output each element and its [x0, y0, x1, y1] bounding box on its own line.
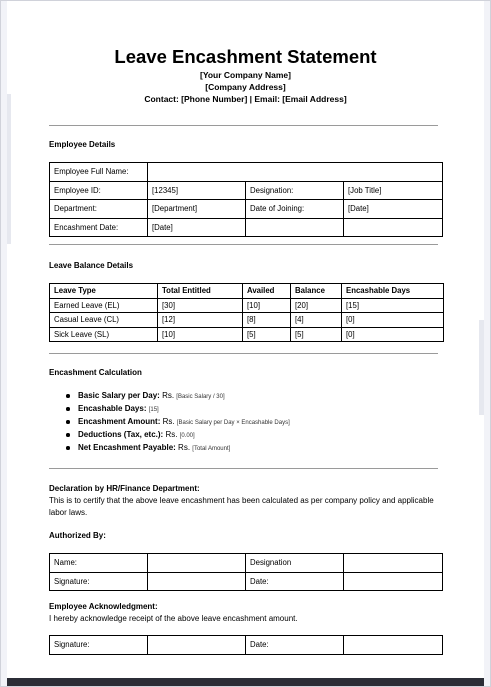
table-cell[interactable]: [15] — [342, 298, 444, 313]
designation-label: Designation: — [246, 181, 344, 200]
date-label: Date: — [246, 636, 344, 655]
table-cell[interactable]: [0] — [342, 313, 444, 328]
designation-label: Designation — [246, 554, 344, 573]
item-currency: Rs. — [178, 443, 191, 452]
contact-line: Contact: [Phone Number] | Email: [Email Address] — [144, 94, 347, 104]
date-field[interactable] — [344, 636, 443, 655]
column-header: Availed — [243, 284, 291, 299]
employee-id-label: Employee ID: — [50, 181, 148, 200]
table-row — [50, 200, 443, 219]
item-label: Deductions (Tax, etc.): — [78, 430, 164, 439]
bullet-icon — [66, 420, 70, 424]
acknowledgment-text: I hereby acknowledge receipt of the above leave encashment amount. — [49, 614, 298, 623]
item-currency: Rs. — [165, 430, 178, 439]
acknowledgment-heading: Employee Acknowledgment: — [49, 602, 158, 611]
authorized-heading: Authorized By: — [49, 531, 106, 540]
table-cell: Earned Leave (EL) — [50, 298, 158, 313]
designation-field[interactable] — [344, 554, 443, 573]
bullet-icon — [66, 407, 70, 411]
item-currency: Rs. — [162, 391, 175, 400]
divider — [49, 125, 438, 126]
joining-date-field[interactable]: [Date] — [344, 200, 443, 219]
department-label: Department: — [50, 200, 148, 219]
signature-label: Signature: — [50, 572, 148, 591]
divider — [49, 468, 438, 469]
empty-cell — [344, 218, 443, 237]
leave-balance-heading: Leave Balance Details — [49, 261, 134, 270]
table-row — [50, 163, 443, 182]
list-item — [66, 416, 290, 429]
department-field[interactable]: [Department] — [148, 200, 246, 219]
table-row — [50, 636, 443, 655]
list-item — [66, 390, 290, 403]
acknowledgment-table — [49, 635, 443, 655]
bullet-icon — [66, 433, 70, 437]
encashment-date-field[interactable]: [Date] — [148, 218, 246, 237]
column-header: Encashable Days — [342, 284, 444, 299]
item-label: Basic Salary per Day: — [78, 391, 160, 400]
table-row — [50, 554, 443, 573]
column-header: Leave Type — [50, 284, 158, 299]
bottom-bar — [7, 678, 484, 687]
encashment-date-label: Encashment Date: — [50, 218, 148, 237]
scroll-mark-left — [7, 94, 11, 244]
authorized-table — [49, 553, 443, 591]
table-row — [50, 218, 443, 237]
item-label: Encashment Amount: — [78, 417, 161, 426]
signature-label: Signature: — [50, 636, 148, 655]
divider — [49, 244, 438, 245]
full-name-field[interactable] — [148, 163, 443, 182]
designation-field[interactable]: [Job Title] — [344, 181, 443, 200]
bullet-icon — [66, 446, 70, 450]
signature-field[interactable] — [148, 572, 246, 591]
table-row — [50, 181, 443, 200]
table-row — [50, 313, 444, 328]
company-address: [Company Address] — [205, 82, 286, 92]
calculation-list — [66, 390, 290, 455]
item-value[interactable]: [Basic Salary / 30] — [176, 394, 225, 400]
scrollbar-thumb[interactable] — [479, 320, 484, 415]
column-header: Total Entitled — [158, 284, 243, 299]
signature-field[interactable] — [148, 636, 246, 655]
leave-balance-table — [49, 283, 444, 342]
table-cell: Casual Leave (CL) — [50, 313, 158, 328]
joining-date-label: Date of Joining: — [246, 200, 344, 219]
table-cell[interactable]: [5] — [291, 327, 342, 342]
item-value[interactable]: [Basic Salary per Day × Encashable Days] — [176, 420, 290, 426]
table-header-row — [50, 284, 444, 299]
table-row — [50, 298, 444, 313]
list-item — [66, 403, 290, 416]
employee-id-field[interactable]: [12345] — [148, 181, 246, 200]
table-cell[interactable]: [30] — [158, 298, 243, 313]
table-cell[interactable]: [10] — [158, 327, 243, 342]
declaration-text: This is to certify that the above leave encashment has been calculated as per company policy and applicable labor laws. — [49, 496, 434, 517]
calculation-heading: Encashment Calculation — [49, 368, 142, 377]
full-name-label: Employee Full Name: — [50, 163, 148, 182]
employee-details-heading: Employee Details — [49, 140, 116, 149]
date-field[interactable] — [344, 572, 443, 591]
list-item — [66, 442, 290, 455]
divider — [49, 353, 438, 354]
item-label: Encashable Days: — [78, 404, 147, 413]
employee-details-table — [49, 162, 443, 237]
table-cell[interactable]: [5] — [243, 327, 291, 342]
date-label: Date: — [246, 572, 344, 591]
item-value[interactable]: [15] — [148, 407, 159, 413]
table-cell[interactable]: [12] — [158, 313, 243, 328]
table-cell[interactable]: [20] — [291, 298, 342, 313]
document-title: Leave Encashment Statement — [114, 46, 377, 67]
table-cell[interactable]: [10] — [243, 298, 291, 313]
company-name: [Your Company Name] — [200, 70, 291, 80]
name-field[interactable] — [148, 554, 246, 573]
declaration-heading: Declaration by HR/Finance Department: — [49, 484, 200, 493]
empty-cell — [246, 218, 344, 237]
item-currency: Rs. — [162, 417, 175, 426]
table-row — [50, 327, 444, 342]
table-cell[interactable]: [4] — [291, 313, 342, 328]
table-row — [50, 572, 443, 591]
table-cell[interactable]: [0] — [342, 327, 444, 342]
item-value[interactable]: [0.00] — [179, 433, 195, 439]
item-label: Net Encashment Payable: — [78, 443, 176, 452]
table-cell: Sick Leave (SL) — [50, 327, 158, 342]
table-cell[interactable]: [8] — [243, 313, 291, 328]
name-label: Name: — [50, 554, 148, 573]
column-header: Balance — [291, 284, 342, 299]
bullet-icon — [66, 394, 70, 398]
item-value[interactable]: [Total Amount] — [192, 446, 231, 452]
list-item — [66, 429, 290, 442]
